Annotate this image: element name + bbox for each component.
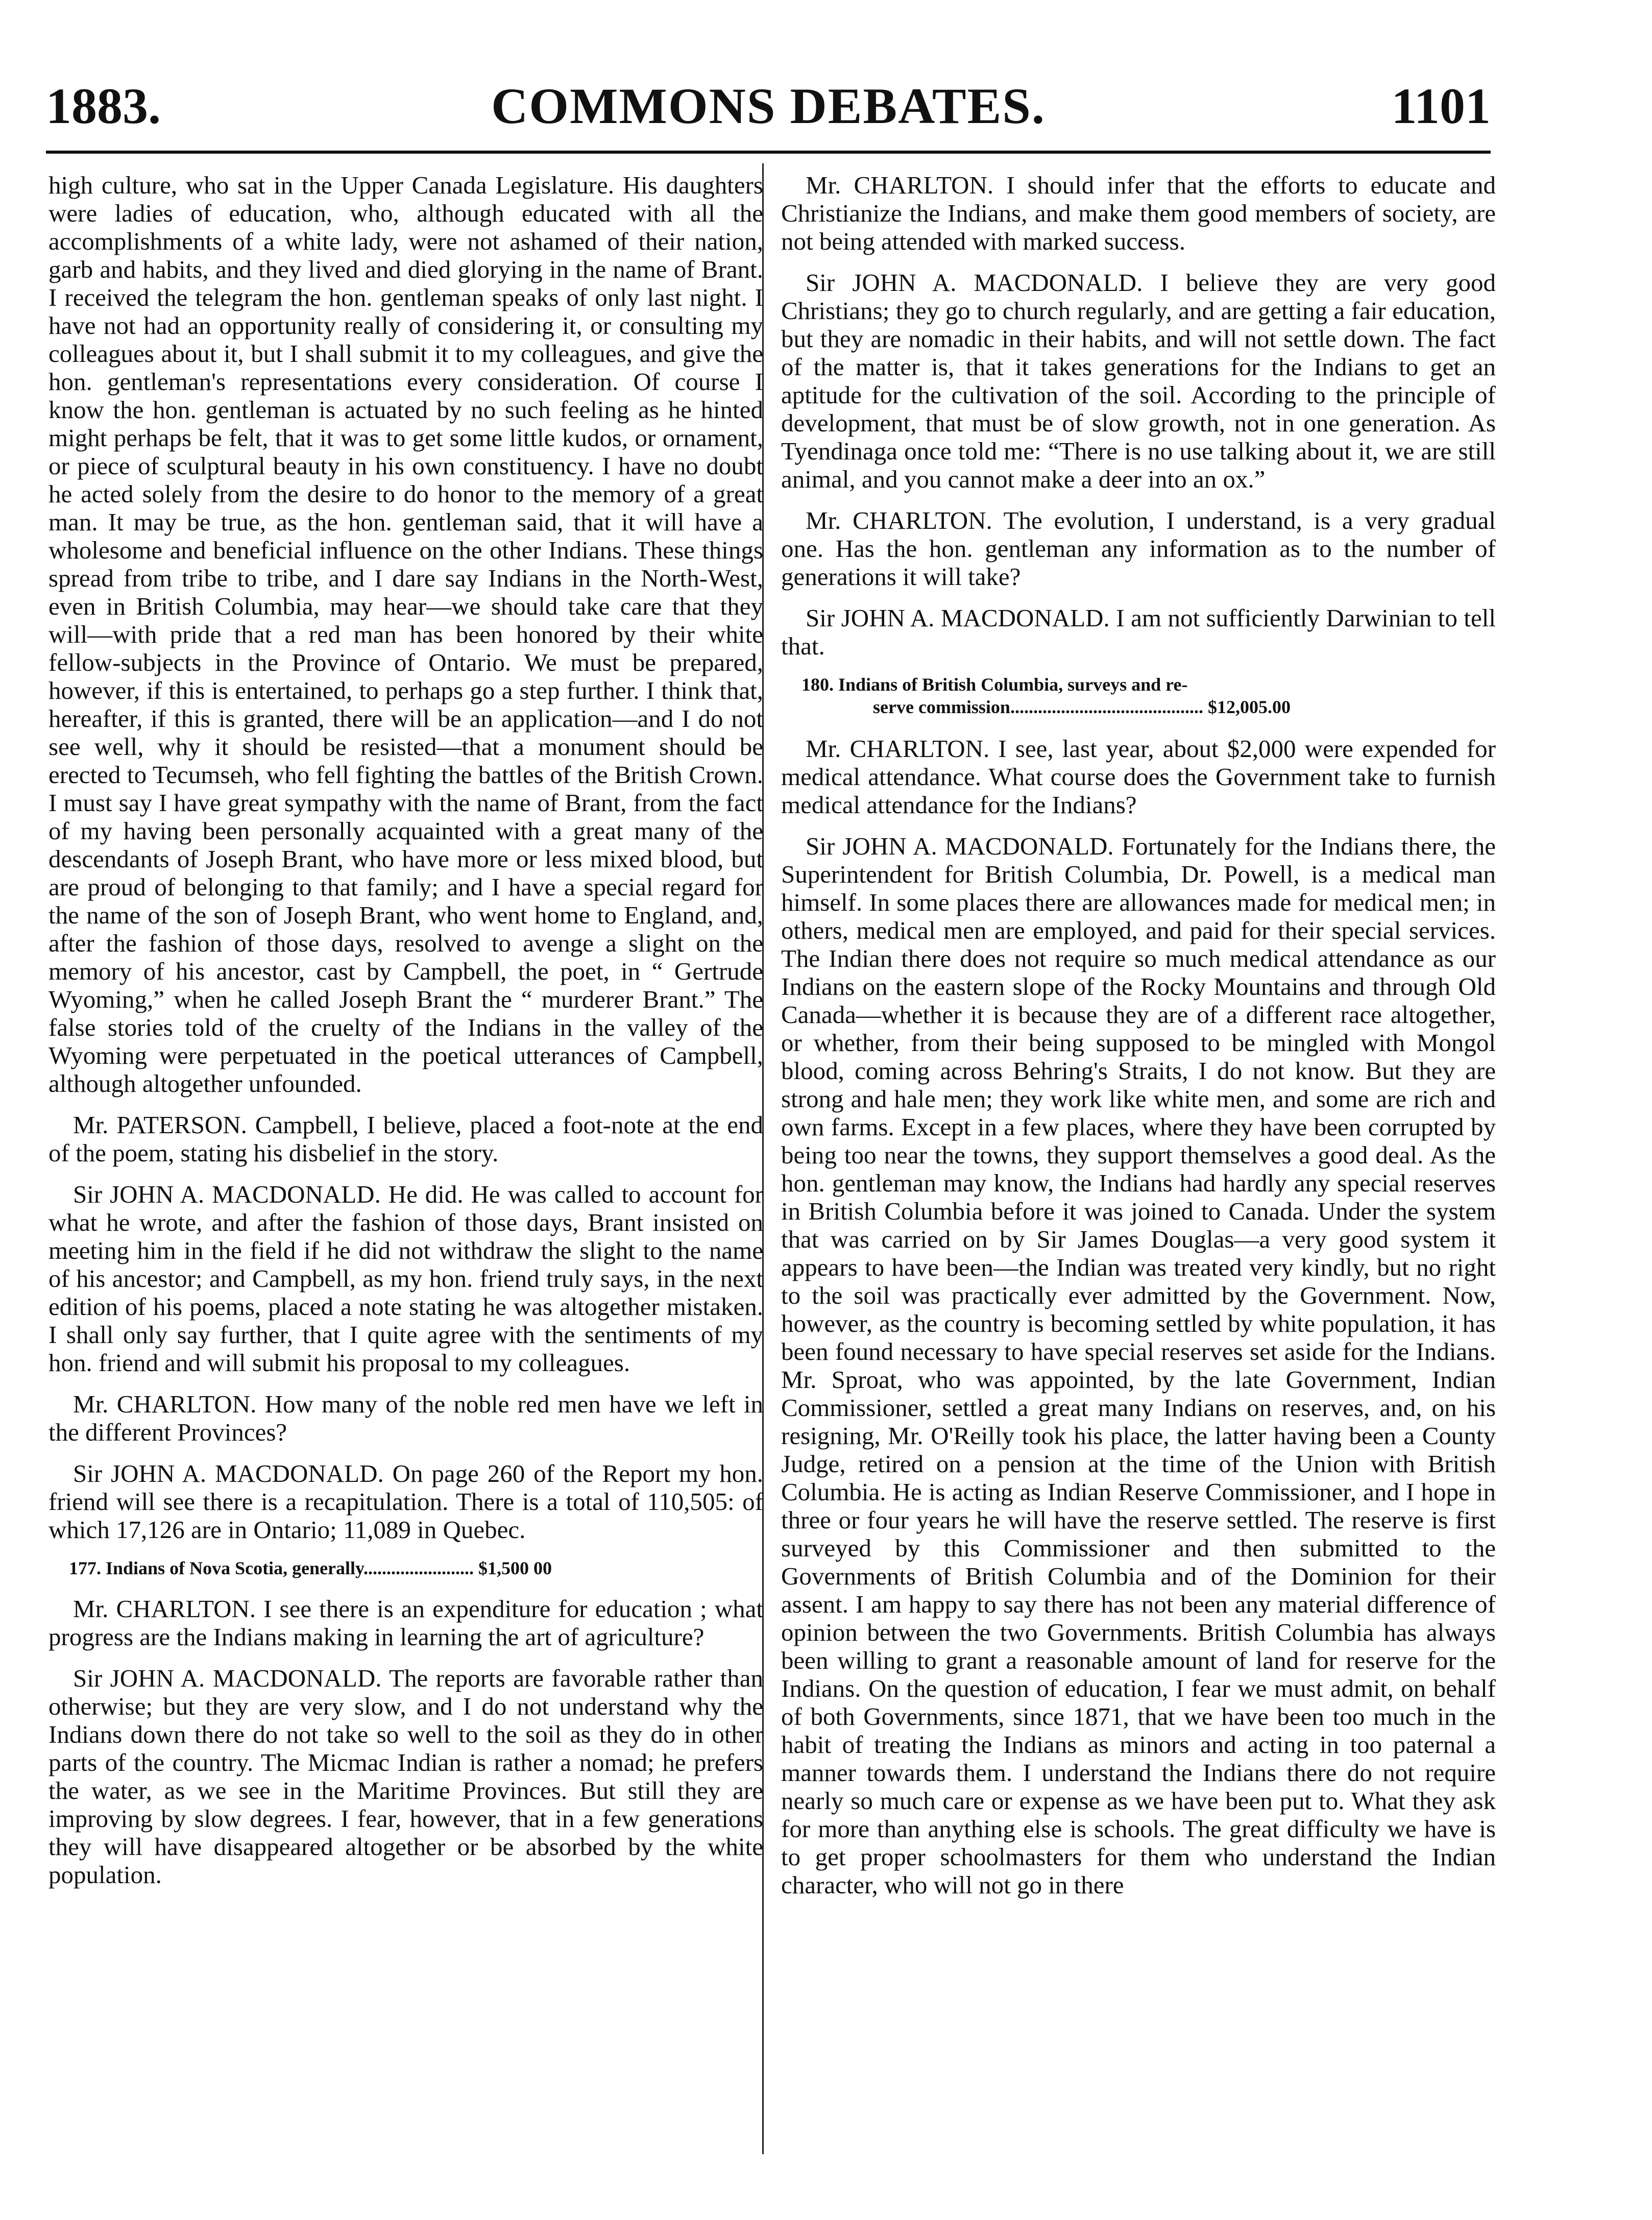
paragraph: Sir JOHN A. MACDONALD. Fortunately for the Indians there, the Superintendent for British Columbia, Dr. Powell, is a medical man himself. In some places there are allowances made for medical men; in others, medical men are employed, and paid for their special services. The Indian there does not require so much medical attendance as our Indians on the eastern slope of the Rocky Mountains and through Old Canada—whether it is because they are of a different race altogether, or whether, from their being supposed to be mingled with Mongol blood, coming across Behring's Straits, I do not know. But they are strong and hale men; they work like white men, and some are rich and own farms. Except in a few places, where they have been corrupted by being too near the towns, they support themselves a good deal. As the hon. gentleman may know, the Indians had hardly any special reserves in British Columbia before it was joined to Canada. Under the system that was carried on by Sir James Douglas—a very good system it appears to have been—the Indian was treated very kindly, but no right to the soil was practically ever admitted by the Government. Now, however, as the country is becoming settled by white population, it has been found necessary to have special reserves set aside for the Indians. Mr. Sproat, who was appointed, by the late Government, Indian Commissioner, settled a great many Indians on reserves, and, on his resigning, Mr. O'Reilly took his place, the latter having been a County Judge, retired on a pension at the time of the Union with British Columbia. He is acting as Indian Reserve Commissioner, and I hope in three or four years he will have the reserve settled. The reserve is first surveyed by this Commissioner and then submitted to the Governments of British Columbia and of the Dominion for their assent. I am happy to say there has not been any material difference of opinion between the two Governments. British Columbia has always been willing to grant a reasonable amount of land for reserve for the Indians. On the question of education, I fear we must admit, on behalf of both Governments, since 1871, that we have been too much in the habit of treating the Indians as minors and acting in too paternal a manner towards them. I understand the Indians there do not require nearly so much care or expense as we have been put to. What they ask for more than anything else is schools. The great difficulty we have is to get proper schoolmasters for them who understand the Indian character, who will not go in there xyxy=(781,832,1496,1899)
paragraph: Mr. CHARLTON. I see, last year, about $2,000 were expended for medical attendance. What course does the Government take to furnish medical attendance for the Indians? xyxy=(781,735,1496,819)
header-page-number: 1101 xyxy=(1391,78,1491,134)
page-header xyxy=(46,77,1491,158)
estimate-item-line2: serve commission.......................................... $12,005.00 xyxy=(873,697,1291,717)
paragraph: Mr. CHARLTON. How many of the noble red men have we left in the different Provinces? xyxy=(48,1390,763,1446)
paragraph: Mr. PATERSON. Campbell, I believe, placed a foot-note at the end of the poem, stating his disbelief in the story. xyxy=(48,1111,763,1167)
header-rule xyxy=(46,151,1491,154)
header-year: 1883. xyxy=(46,78,161,134)
paragraph: Mr. CHARLTON. I should infer that the efforts to educate and Christianize the Indians, and make them good members of society, are not being attended with marked success. xyxy=(781,171,1496,255)
estimate-item-line1: 180. Indians of British Columbia, surveys and re- xyxy=(801,674,1188,695)
paragraph: Sir JOHN A. MACDONALD. I believe they are very good Christians; they go to church regularly, and are getting a fair education, but they are nomadic in their habits, and will not settle down. The fact of the matter is, that it takes generations for the Indians to get an aptitude for the cultivation of the soil. According to the principle of development, that must be of slow growth, not in one generation. As Tyendinaga once told me: “There is no use talking about it, we are still animal, and you cannot make a deer into an ox.” xyxy=(781,269,1496,493)
estimate-item: 177. Indians of Nova Scotia, generally........................ $1,500 00 xyxy=(69,1558,552,1578)
paragraph: Sir JOHN A. MACDONALD. I am not sufficiently Darwinian to tell that. xyxy=(781,604,1496,660)
left-column xyxy=(48,171,763,2146)
paragraph: Mr. CHARLTON. I see there is an expenditure for education ; what progress are the Indians making in learning the art of agriculture? xyxy=(48,1595,763,1651)
header-title: COMMONS DEBATES. xyxy=(491,78,1046,134)
estimate-item xyxy=(801,673,1496,718)
paragraph: Sir JOHN A. MACDONALD. The reports are favorable rather than otherwise; but they are very slow, and I do not understand why the Indians down there do not take so well to the soil as they do in other parts of the country. The Micmac Indian is rather a nomad; he prefers the water, as we see in the Maritime Provinces. But still they are improving by slow degrees. I fear, however, that in a few generations they will have disappeared altogether or be absorbed by the white population. xyxy=(48,1664,763,1889)
paragraph: Mr. CHARLTON. The evolution, I understand, is a very gradual one. Has the hon. gentleman any information as to the number of generations it will take? xyxy=(781,506,1496,591)
paragraph: Sir JOHN A. MACDONALD. On page 260 of the Report my hon. friend will see there is a recapitulation. There is a total of 110,505: of which 17,126 are in Ontario; 11,089 in Quebec. xyxy=(48,1459,763,1544)
paragraph: Sir JOHN A. MACDONALD. He did. He was called to account for what he wrote, and after the fashion of those days, Brant insisted on meeting him in the field if he did not withdraw the slight to the name of his ancestor; and Campbell, as my hon. friend truly says, in the next edition of his poems, placed a note stating he was altogether mistaken. I shall only say further, that I quite agree with the sentiments of my hon. friend and will submit his proposal to my colleagues. xyxy=(48,1180,763,1377)
paragraph: high culture, who sat in the Upper Canada Legislature. His daughters were ladies of education, who, although educated with all the accomplishments of a white lady, were not ashamed of their nation, garb and habits, and they lived and died glorying in the name of Brant. I received the telegram the hon. gentleman speaks of only last night. I have not had an opportunity really of considering it, or consulting my colleagues about it, but I shall submit it to my colleagues, and give the hon. gentleman's representations every consideration. Of course I know the hon. gentleman is actuated by no such feeling as he hinted might perhaps be felt, that it was to get some little kudos, or ornament, or piece of sculptural beauty in his own constituency. I have no doubt he acted solely from the desire to do honor to the memory of a great man. It may be true, as the hon. gentleman said, that it will have a wholesome and beneficial influence on the other Indians. These things spread from tribe to tribe, and I dare say Indians in the North-West, even in British Columbia, may hear—we should take care that they will—with pride that a red man has been honored by their white fellow-subjects in the Province of Ontario. We must be prepared, however, if this is entertained, to perhaps go a step further. I think that, hereafter, if this is granted, there will be an application—and I do not see well, why it should be resisted—that a monument should be erected to Tecumseh, who fell fighting the battles of the British Crown. I must say I have great sympathy with the name of Brant, from the fact of my having been personally acquainted with a great many of the descendants of Joseph Brant, who have more or less mixed blood, but are proud of belonging to that family; and I have a special regard for the name of the son of Joseph Brant, who went home to England, and, after the fashion of those days, resolved to avenge a slight on the memory of his ancestor, cast by Campbell, the poet, in “ Gertrude Wyoming,” when he called Joseph Brant the “ murderer Brant.” The false stories told of the cruelty of the Indians in the valley of the Wyoming were perpetuated in the poetical utterances of Campbell, although altogether unfounded. xyxy=(48,171,763,1097)
right-column xyxy=(781,171,1496,2146)
